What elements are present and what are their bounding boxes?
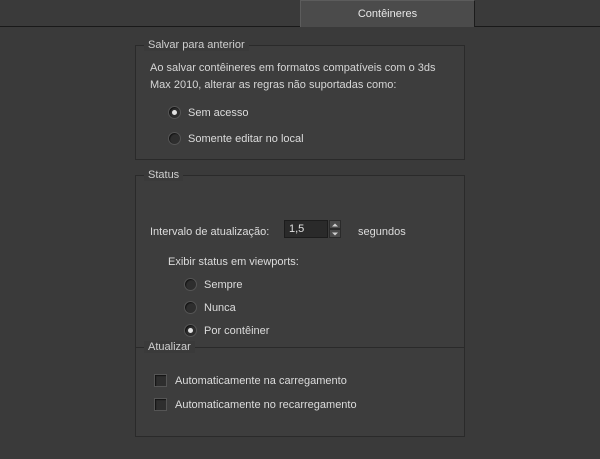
group-update: [135, 341, 465, 437]
spinner-down-icon[interactable]: [329, 229, 341, 238]
radio-edit-in-place-only-icon[interactable]: [168, 132, 181, 145]
radio-row-always[interactable]: [184, 278, 243, 291]
radio-row-edit-in-place-only[interactable]: [168, 132, 304, 145]
group-status-title: Status: [144, 169, 183, 181]
radio-never-icon[interactable]: [184, 301, 197, 314]
tab-strip-left-filler: [0, 0, 300, 27]
radio-row-never[interactable]: [184, 301, 236, 314]
radio-per-container-label: Por contêiner: [204, 324, 270, 337]
group-save-to-previous-title: Salvar para anterior: [144, 39, 249, 51]
group-save-to-previous: [135, 39, 465, 160]
spinner-up-icon[interactable]: [329, 220, 341, 229]
check-row-auto-on-load[interactable]: [154, 374, 347, 387]
tab-strip: [0, 0, 600, 28]
group-update-title: Atualizar: [144, 341, 195, 353]
tab-containers[interactable]: [300, 0, 475, 27]
update-interval-unit: segundos: [358, 226, 406, 238]
radio-per-container-icon[interactable]: [184, 324, 197, 337]
update-interval-spinner[interactable]: [284, 220, 341, 238]
radio-edit-in-place-only-label: Somente editar no local: [188, 132, 304, 145]
radio-never-label: Nunca: [204, 301, 236, 314]
save-description: Ao salvar contêineres em formatos compatíveis com o 3ds Max 2010, alterar as regras não suportadas como:: [150, 62, 436, 91]
checkbox-auto-on-reload-label: Automaticamente no recarregamento: [175, 398, 357, 411]
checkbox-auto-on-reload-icon[interactable]: [154, 398, 167, 411]
radio-always-icon[interactable]: [184, 278, 197, 291]
viewport-status-label: Exibir status em viewports:: [168, 256, 299, 268]
tab-containers-label: Contêineres: [357, 8, 418, 20]
update-interval-label: Intervalo de atualização:: [150, 226, 270, 238]
radio-no-access-label: Sem acesso: [188, 106, 249, 119]
radio-always-label: Sempre: [204, 278, 243, 291]
radio-no-access-icon[interactable]: [168, 106, 181, 119]
check-row-auto-on-reload[interactable]: [154, 398, 357, 411]
update-interval-spin-buttons[interactable]: [329, 220, 341, 238]
tab-strip-right-filler: [475, 0, 600, 27]
group-status: [135, 169, 465, 361]
radio-row-per-container[interactable]: [184, 324, 269, 337]
checkbox-auto-on-load-label: Automaticamente na carregamento: [175, 374, 347, 387]
checkbox-auto-on-load-icon[interactable]: [154, 374, 167, 387]
radio-row-no-access[interactable]: [168, 106, 249, 119]
update-interval-input[interactable]: [284, 220, 328, 238]
preferences-content: [0, 27, 600, 459]
